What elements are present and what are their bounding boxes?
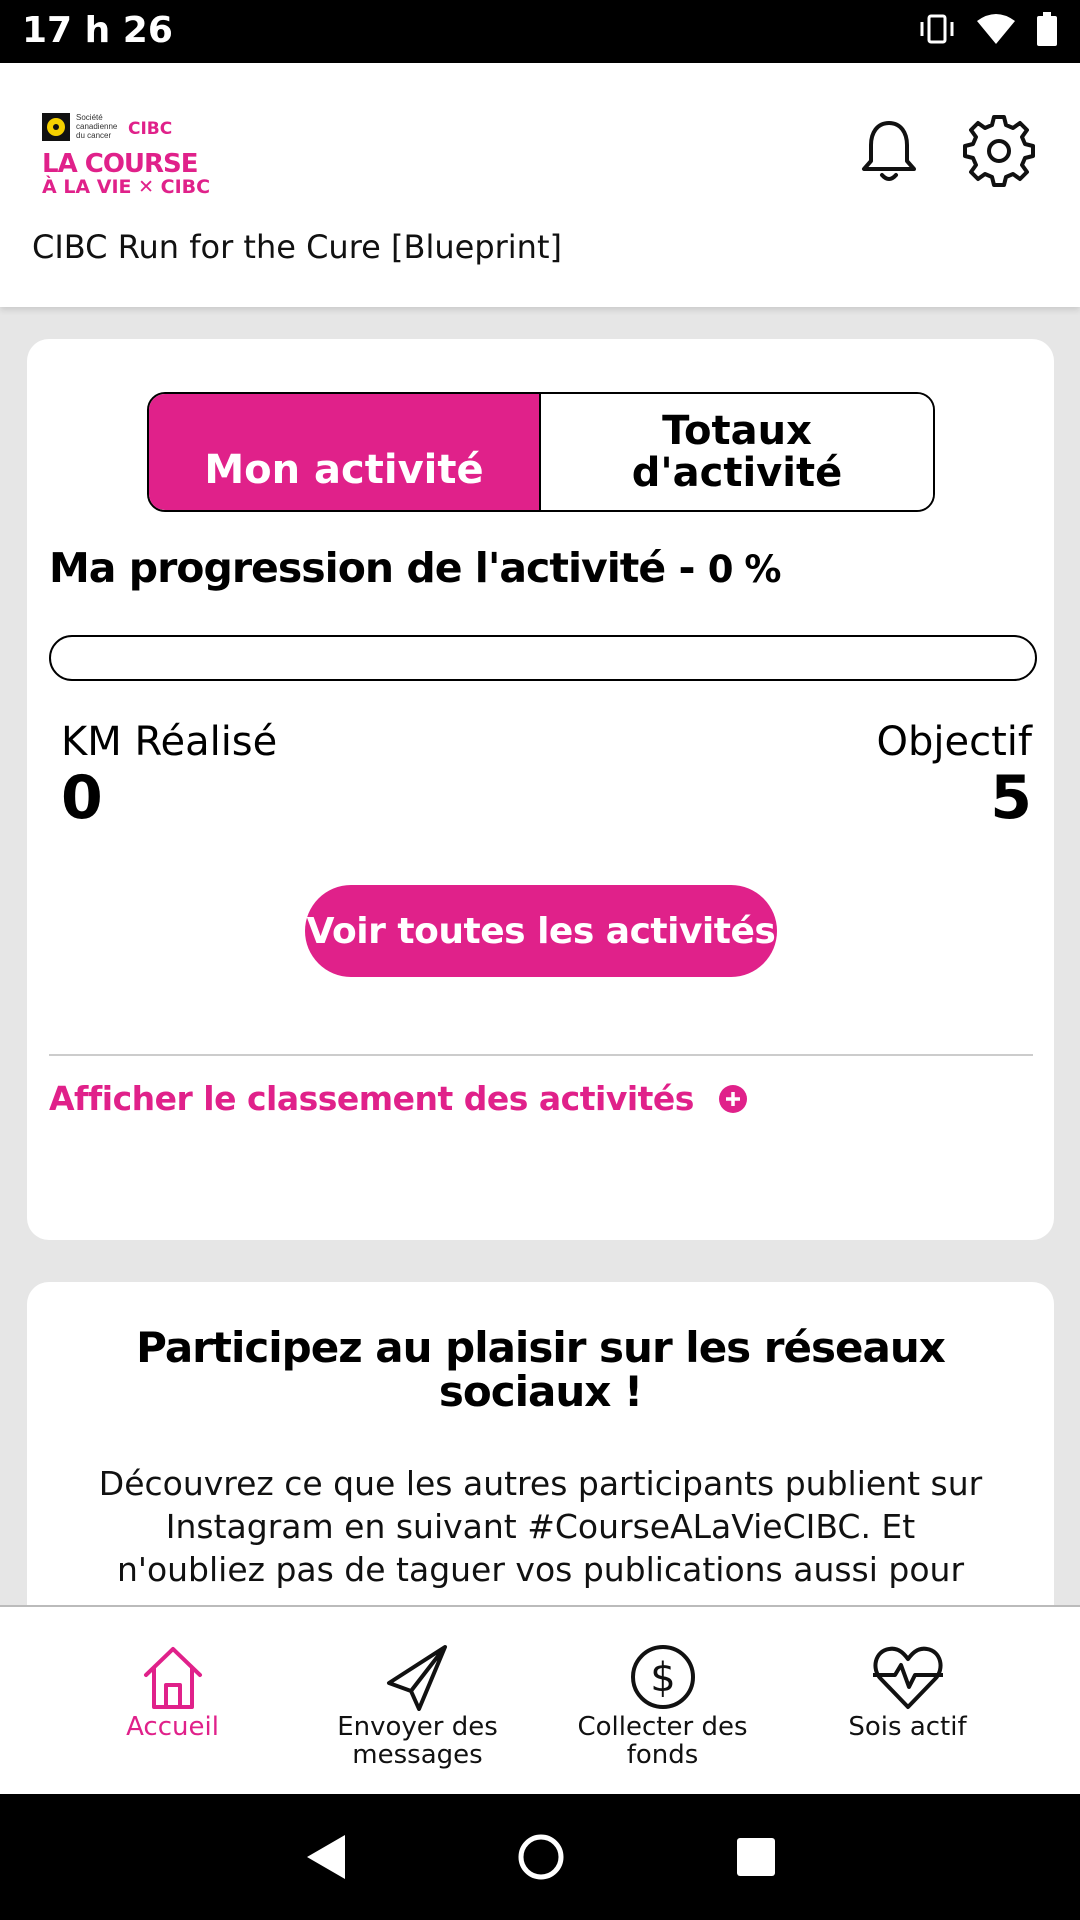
tab-activity-totals-label: Totaux d'activité	[631, 408, 843, 496]
logo-small-text: Société canadienne du cancer	[76, 113, 118, 140]
vibrate-icon	[918, 14, 956, 44]
nav-fundraise-label: Collecter des fonds	[577, 1712, 748, 1770]
nav-send-messages[interactable]	[295, 1607, 540, 1794]
view-all-activities-button[interactable]: Voir toutes les activités	[305, 885, 777, 977]
logo-line1: LA COURSE	[42, 149, 198, 179]
dollar-icon	[626, 1643, 700, 1711]
home-circle-icon[interactable]	[517, 1833, 565, 1881]
goal-label: Objectif	[876, 719, 1032, 765]
home-icon	[136, 1643, 210, 1711]
km-done-label: KM Réalisé	[61, 719, 278, 765]
event-title: CIBC Run for the Cure [Blueprint]	[32, 228, 562, 266]
progress-title-text: Ma progression de l'activité -	[49, 544, 695, 592]
activity-card	[27, 339, 1054, 1240]
activity-segmented-control	[147, 392, 935, 512]
gear-icon	[963, 115, 1035, 187]
bottom-nav	[0, 1605, 1080, 1794]
system-nav-bar	[0, 1794, 1080, 1920]
recents-icon[interactable]	[735, 1836, 777, 1878]
status-icons	[918, 12, 1058, 46]
progress-percent: 0 %	[707, 548, 781, 591]
status-bar	[0, 0, 1080, 63]
show-leaderboard-label: Afficher le classement des activités	[49, 1079, 694, 1118]
tab-my-activity[interactable]: Mon activité	[149, 394, 541, 510]
nav-home-label: Accueil	[126, 1712, 219, 1742]
km-done-value: 0	[61, 763, 103, 833]
tab-activity-totals[interactable]	[541, 394, 933, 510]
bell-icon	[853, 115, 925, 187]
heart-pulse-icon	[871, 1643, 945, 1711]
paper-plane-icon	[381, 1643, 455, 1711]
app-header	[0, 63, 1080, 307]
divider	[49, 1054, 1033, 1056]
progress-bar	[49, 635, 1037, 681]
notifications-button[interactable]	[853, 115, 925, 187]
svg-text:$: $	[649, 1655, 676, 1701]
logo-line2: À LA VIE ✕ CIBC	[42, 176, 211, 198]
show-leaderboard-link[interactable]	[49, 1079, 748, 1118]
social-title: Participez au plaisir sur les réseaux sociaux !	[136, 1323, 945, 1416]
back-icon[interactable]	[303, 1833, 347, 1881]
social-text: Découvrez ce que les autres participants publient sur Instagram en suivant #CourseALaVieCIBC. Et n'oubliez pas de taguer vos publications aussi pour	[98, 1464, 983, 1589]
nav-be-active[interactable]	[785, 1607, 1030, 1794]
progress-title	[49, 544, 780, 592]
nav-send-messages-label: Envoyer des messages	[337, 1712, 498, 1770]
settings-button[interactable]	[963, 115, 1035, 187]
daffodil-icon	[42, 113, 70, 141]
plus-circle-icon	[718, 1084, 748, 1114]
nav-fundraise[interactable]	[540, 1607, 785, 1794]
goal-value: 5	[990, 763, 1032, 833]
status-time: 17 h 26	[22, 10, 173, 51]
nav-home[interactable]	[50, 1607, 295, 1794]
nav-be-active-label: Sois actif	[848, 1712, 967, 1742]
wifi-icon	[976, 13, 1016, 45]
battery-icon	[1036, 12, 1058, 46]
logo-brand: CIBC	[128, 119, 173, 139]
